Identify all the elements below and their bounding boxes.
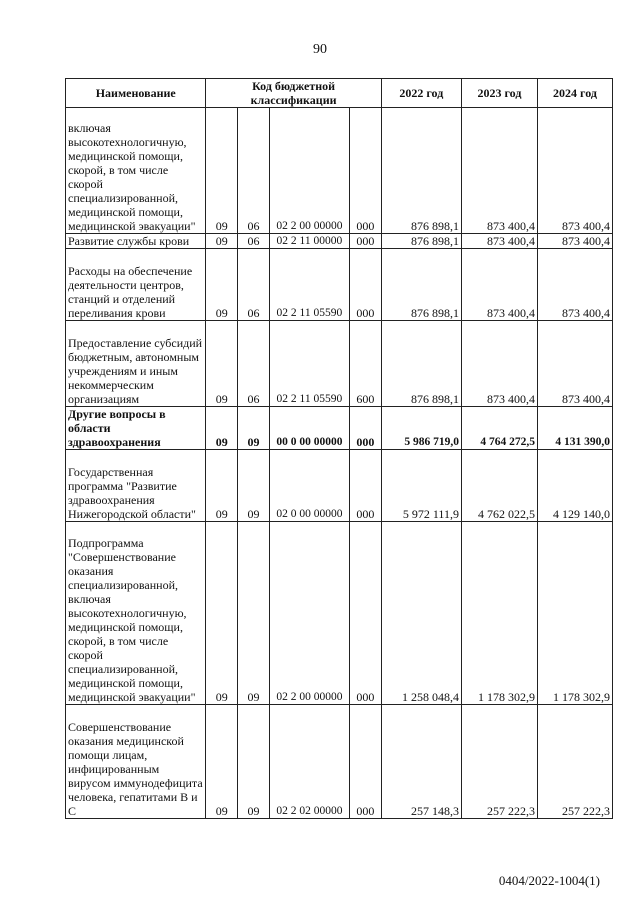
row-value-2024: 873 400,4 [537,249,612,321]
row-value-2023: 873 400,4 [461,234,537,249]
row-expense-type: 000 [350,249,382,321]
row-expense-type: 000 [350,108,382,234]
document-code: 0404/2022-1004(1) [498,873,600,888]
table-row [66,234,613,249]
row-name: включая высокотехнологичную, медицинской помощи, скорой, в том числе скорой специализированной, медицинской помощи, медицинской эвакуации" [66,108,206,234]
row-value-2022: 257 148,3 [381,705,461,819]
row-section: 09 [206,705,238,819]
row-value-2023: 4 762 022,5 [461,450,537,522]
row-value-2024: 873 400,4 [537,234,612,249]
row-value-2023: 873 400,4 [461,108,537,234]
row-section: 09 [206,522,238,705]
row-subsection: 09 [238,450,270,522]
row-section: 09 [206,108,238,234]
table-row [66,407,613,450]
row-value-2022: 1 258 048,4 [381,522,461,705]
header-code: Код бюджетной классификации [206,79,381,108]
page-number: 90 [313,42,327,57]
row-value-2023: 1 178 302,9 [461,522,537,705]
row-target-article: 02 2 00 00000 [269,522,349,705]
table-row [66,108,613,234]
row-section: 09 [206,450,238,522]
row-target-article: 02 2 02 00000 [269,705,349,819]
row-target-article: 00 0 00 00000 [269,407,349,450]
row-value-2024: 4 129 140,0 [537,450,612,522]
row-section: 09 [206,234,238,249]
row-value-2023: 257 222,3 [461,705,537,819]
row-subsection: 09 [238,705,270,819]
row-subsection: 06 [238,108,270,234]
row-expense-type: 000 [350,705,382,819]
header-2024: 2024 год [537,79,612,108]
row-value-2024: 4 131 390,0 [537,407,612,450]
row-value-2022: 876 898,1 [381,108,461,234]
row-value-2024: 873 400,4 [537,321,612,407]
row-name: Предоставление субсидий бюджетным, автономным учреждениям и иным некоммерческим организациям [66,321,206,407]
row-section: 09 [206,321,238,407]
table-header-row [66,79,613,108]
row-name: Подпрограмма "Совершенствование оказания специализированной, включая высокотехнологичную, медицинской помощи, скорой, в том числе скорой специализированной, медицинской помощи, медицинской эвакуации" [66,522,206,705]
row-subsection: 09 [238,522,270,705]
row-value-2022: 5 972 111,9 [381,450,461,522]
row-value-2024: 257 222,3 [537,705,612,819]
row-subsection: 06 [238,249,270,321]
row-target-article: 02 2 11 05590 [269,321,349,407]
table-row [66,705,613,819]
header-2022: 2022 год [381,79,461,108]
row-section: 09 [206,407,238,450]
row-target-article: 02 0 00 00000 [269,450,349,522]
row-expense-type: 000 [350,234,382,249]
row-target-article: 02 2 11 00000 [269,234,349,249]
row-name: Расходы на обеспечение деятельности центров, станций и отделений переливания крови [66,249,206,321]
row-subsection: 06 [238,321,270,407]
header-2023: 2023 год [461,79,537,108]
row-value-2024: 1 178 302,9 [537,522,612,705]
row-expense-type: 600 [350,321,382,407]
row-value-2022: 5 986 719,0 [381,407,461,450]
row-value-2022: 876 898,1 [381,249,461,321]
row-expense-type: 000 [350,522,382,705]
row-value-2023: 873 400,4 [461,249,537,321]
row-value-2022: 876 898,1 [381,234,461,249]
row-value-2024: 873 400,4 [537,108,612,234]
table-row [66,450,613,522]
row-value-2023: 873 400,4 [461,321,537,407]
row-value-2022: 876 898,1 [381,321,461,407]
row-expense-type: 000 [350,407,382,450]
row-name: Развитие службы крови [66,234,206,249]
row-expense-type: 000 [350,450,382,522]
row-target-article: 02 2 00 00000 [269,108,349,234]
row-subsection: 09 [238,407,270,450]
row-subsection: 06 [238,234,270,249]
table-row [66,249,613,321]
budget-table [65,78,613,819]
row-target-article: 02 2 11 05590 [269,249,349,321]
row-section: 09 [206,249,238,321]
header-name: Наименование [66,79,206,108]
table-body [66,108,613,819]
table-row [66,321,613,407]
row-name: Государственная программа "Развитие здравоохранения Нижегородской области" [66,450,206,522]
table-row [66,522,613,705]
row-name: Другие вопросы в области здравоохранения [66,407,206,450]
row-name: Совершенствование оказания медицинской помощи лицам, инфицированным вирусом иммунодефицита человека, гепатитами B и C [66,705,206,819]
row-value-2023: 4 764 272,5 [461,407,537,450]
